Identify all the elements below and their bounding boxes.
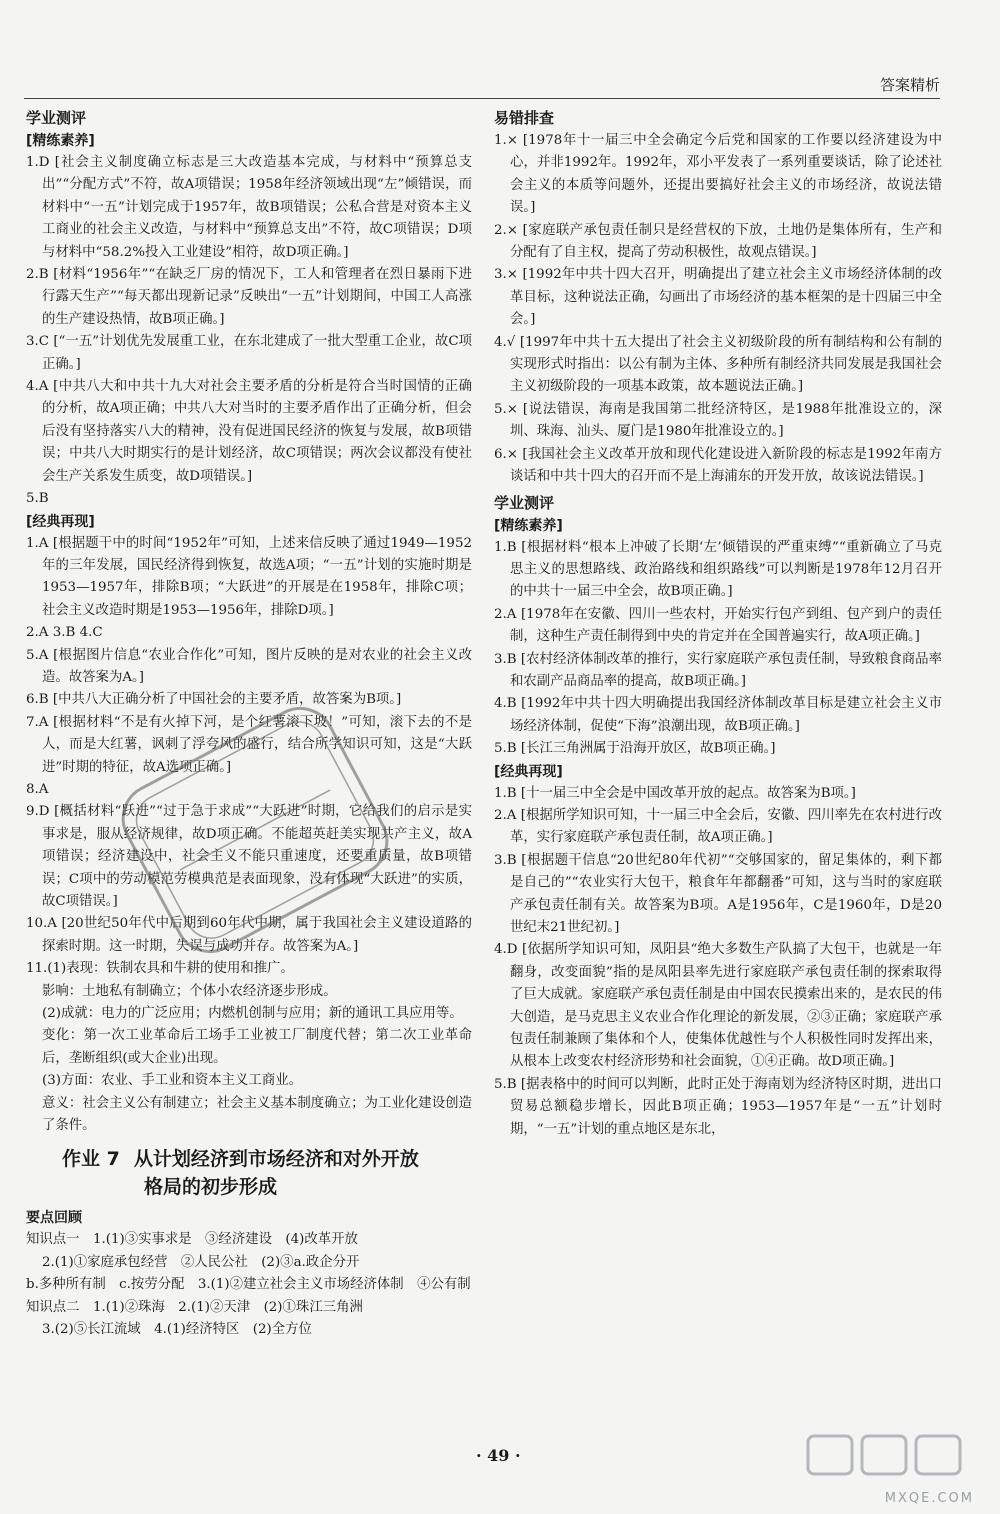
answer-item: 2.A [1978年在安徽、四川一些农村，开始实行包产到组、包产到户的责任制，这种生产责任制得到中央的肯定并在全国普遍实行，故A项正确。] — [494, 606, 942, 645]
error-item: 6.× [我国社会主义改革开放和现代化建设进入新阶段的标志是1992年南方谈话和中共十四大的召开而不是上海浦东的开发开放，故该说法错误。] — [494, 446, 942, 485]
left-column — [26, 104, 472, 1342]
answer-item: 1.D [社会主义制度确立标志是三大改造基本完成，与材料中“预算总支出”“分配方式”不符，故A项错误；1958年经济领域出现“左”倾错误，而材料中“一五”计划完成于1957年，故B项错误；公私合营是对资本主义工商业的社会主义改造，与材料中“预算总支出”不符，故C项错误；D项与材料中“58.2%投入工业建设”相符，故D项正确。] — [26, 155, 472, 260]
answer-item: 5.B — [26, 491, 49, 507]
answer-item-11-line: 影响：土地私有制确立；个体小农经济逐步形成。 — [42, 983, 337, 999]
homework-title-line2: 格局的初步形成 — [144, 1176, 278, 1199]
answer-item: 2.A 3.B 4.C — [26, 625, 103, 641]
answer-item: 4.B [1992年中共十四大明确提出我国经济体制改革目标是建立社会主义市场经济体制，促使“下海”浪潮出现，故B项正确。] — [494, 696, 942, 734]
answer-item-11-line: 意义：社会主义公有制建立；社会主义基本制度确立；为工业化建设创造了条件。 — [42, 1095, 472, 1134]
answer-item: 3.B [根据题干信息“20世纪80年代初”“交够国家的，留足集体的，剩下都是自己的”“农业实行大包干，粮食年年都翻番”可知，这与当时的家庭联产承包责任制有关。故答案为B项。A是1956年，C是1960年，D是20世纪末21世纪初。] — [494, 852, 942, 935]
answer-item-11-line: (3)方面：农业、手工业和资本主义工商业。 — [42, 1073, 302, 1089]
subsection-title-classic-2: [经典再现] — [494, 763, 563, 780]
answer-item-11-line: 变化：第一次工业革命后工场手工业被工厂制度代替；第二次工业革命后，垄断组织(或大企业)出现。 — [42, 1028, 472, 1066]
error-item: 5.× [说法错误，海南是我国第二批经济特区，是1988年批准设立的，深圳、珠海、汕头、厦门是1980年批准设立的。] — [494, 401, 942, 440]
error-item: 4.√ [1997年中共十五大提出了社会主义初级阶段的所有制结构和公有制的实现形式时指出：以公有制为主体、多种所有制经济共同发展是我国社会主义初级阶段的一项基本政策，故本题说法正确。] — [494, 334, 942, 395]
error-item: 3.× [1992年中共十四大召开，明确提出了建立社会主义市场经济体制的改革目标，这种说法正确，勾画出了市场经济的基本框架的是十四届三中全会。] — [494, 267, 942, 328]
section-title-errors: 易错排查 — [494, 109, 555, 127]
answer-item: 3.B [农村经济体制改革的推行，实行家庭联产承包责任制，导致粮食商品率和农副产品商品率的提高，故B项正确。] — [494, 651, 942, 689]
review-line: 知识点二 1.(1)②珠海 2.(1)②天津 (2)①珠江三角洲 — [26, 1299, 363, 1315]
header-title: 答案精析 — [879, 76, 940, 94]
answer-item: 1.B [十一届三中全会是中国改革开放的起点。故答案为B项。] — [494, 785, 856, 801]
review-line: 2.(1)①家庭承包经营 ②人民公社 (2)③a.政企分开 — [42, 1254, 360, 1270]
review-line: b.多种所有制 c.按劳分配 3.(1)②建立社会主义市场经济体制 ④公有制 — [26, 1277, 471, 1293]
watermark-logo-icon — [798, 1430, 978, 1500]
homework-number: 作业 7 — [62, 1148, 120, 1171]
answer-item: 5.B [长江三角洲属于沿海开放区，故B项正确。] — [494, 741, 776, 757]
section-title-assessment: 学业测评 — [26, 109, 87, 127]
answer-item: 3.C [“一五”计划优先发展重工业，在东北建成了一批大型重工企业，故C项正确。] — [26, 334, 472, 372]
error-item: 2.× [家庭联产承包责任制只是经营权的下放，土地仍是集体所有，生产和分配有了自主权，提高了劳动积极性，故观点错误。] — [494, 222, 942, 261]
answer-item-11: 11.(1)表现：铁制农具和牛耕的使用和推广。 — [26, 961, 294, 977]
answer-item: 8.A — [26, 781, 49, 797]
subsection-title-practice: [精练素养] — [26, 133, 95, 149]
answer-item: 5.A [根据图片信息“农业合作化”可知，图片反映的是对农业的社会主义改造。故答案为A。] — [26, 647, 472, 685]
section-title-assessment-2: 学业测评 — [494, 493, 555, 512]
answer-item: 6.B [中共八大正确分析了中国社会的主要矛盾，故答案为B项。] — [26, 692, 402, 708]
error-item: 1.× [1978年十一届三中全会确定今后党和国家的工作要以经济建设为中心，并非1992年。1992年，邓小平发表了一系列重要谈话，除了论述社会主义的本质等问题外，还提出要搞好社会主义的市场经济，故说法错误。] — [494, 133, 942, 216]
answer-item: 1.A [根据题干中的时间“1952年”可知，上述来信反映了通过1949—1952年的三年发展，国民经济得到恢复，故选A项；“一五”计划的实施时期是1953—1957年，排除B项；“大跃进”的开展是在1958年，排除C项；社会主义改造时期是1953—1956年，排除D项。] — [26, 535, 472, 618]
answer-item: 1.B [根据材料“根本上冲破了长期‘左’倾错误的严重束缚”“重新确立了马克思主义的思想路线、政治路线和组织路线”可以判断是1978年12月召开的中共十一届三中全会，故B项正确。] — [494, 539, 942, 600]
subsection-title-classic: [经典再现] — [26, 513, 95, 530]
homework-title-line1: 从计划经济到市场经济和对外开放 — [133, 1148, 419, 1171]
review-title: 要点回顾 — [26, 1210, 82, 1227]
page-number: · 49 · — [476, 1446, 521, 1465]
answer-item: 7.A [根据材料“不是有火掉下河，是个红薯滚下坡！”可知，滚下去的不是人，而是大红薯，讽刺了浮夸风的盛行，结合所学知识可知，这是“大跃进”时期的特征，故A选项正确。] — [26, 714, 472, 775]
right-column — [494, 104, 942, 1141]
answer-item: 5.B [据表格中的时间可以判断，此时正处于海南划为经济特区时期，进出口贸易总额稳步增长，因此B项正确；1953—1957年是“一五”计划时期，“一五”计划的重点地区是东北， — [494, 1076, 942, 1137]
answer-item: 4.D [依据所学知识可知，凤阳县“绝大多数生产队搞了大包干，也就是一年翻身，改变面貌”指的是凤阳县率先进行家庭联产承包责任制的探索取得了巨大成就。家庭联产承包责任制是由中国农民摸索出来的，是农民的伟大创造，是马克思主义农业合作化理论的新发展，②③正确；家庭联产承包责任制兼顾了集体和个人，使集体优越性与个人积极性同时发挥出来，从根本上改变农村经济形势和社会面貌，①④正确。故D项正确。] — [494, 942, 942, 1070]
homework-heading — [26, 1145, 472, 1201]
answer-item-11-line: (2)成就：电力的广泛应用；内燃机创制与应用；新的通讯工具应用等。 — [42, 1006, 463, 1022]
answer-item: 9.D [概括材料“跃进”“过于急于求成”“大跃进”时期，它给我们的启示是实事求是，服从经济规律，故D项正确。不能超英赶美实现共产主义，故A项错误；经济建设中，社会主义不能只重速度，还要重质量，故B项错误；C项中的劳动模范劳模典范是表面现象，没有体现“大跃进”的实质，故C项错误。] — [26, 804, 472, 909]
answer-item: 2.B [材料“1956年”“在缺乏厂房的情况下，工人和管理者在烈日暴雨下进行露天生产”“每天都出现新记录”反映出“一五”计划期间，中国工人高涨的生产建设热情，故B项正确。] — [26, 267, 472, 327]
answer-item: 10.A [20世纪50年代中后期到60年代中期，属于我国社会主义建设道路的探索时期。这一时期，失误与成功并存。故答案为A。] — [26, 916, 472, 954]
review-line: 3.(2)⑤长江流域 4.(1)经济特区 (2)全方位 — [42, 1322, 312, 1338]
answer-item: 2.A [根据所学知识可知，十一届三中全会后，安徽、四川率先在农村进行改革，实行家庭联产承包责任制，故A项正确。] — [494, 807, 942, 846]
answer-item: 4.A [中共八大和中共十九大对社会主要矛盾的分析是符合当时国情的正确的分析，故A项正确；中共八大对当时的主要矛盾作出了正确分析，但会后没有坚持落实八大的精神，没有促进国民经济的恢复与发展，故B项错误；中共八大时期实行的是计划经济，故C项错误；两次会议都没有使社会生产关系发生质变，故D项错误。] — [26, 379, 472, 484]
review-line: 知识点一 1.(1)③实事求是 ③经济建设 (4)改革开放 — [26, 1232, 358, 1248]
subsection-title-practice-2: [精练素养] — [494, 517, 563, 534]
watermark-text: MXQE.COM — [884, 1491, 974, 1506]
header-rule — [24, 98, 940, 99]
